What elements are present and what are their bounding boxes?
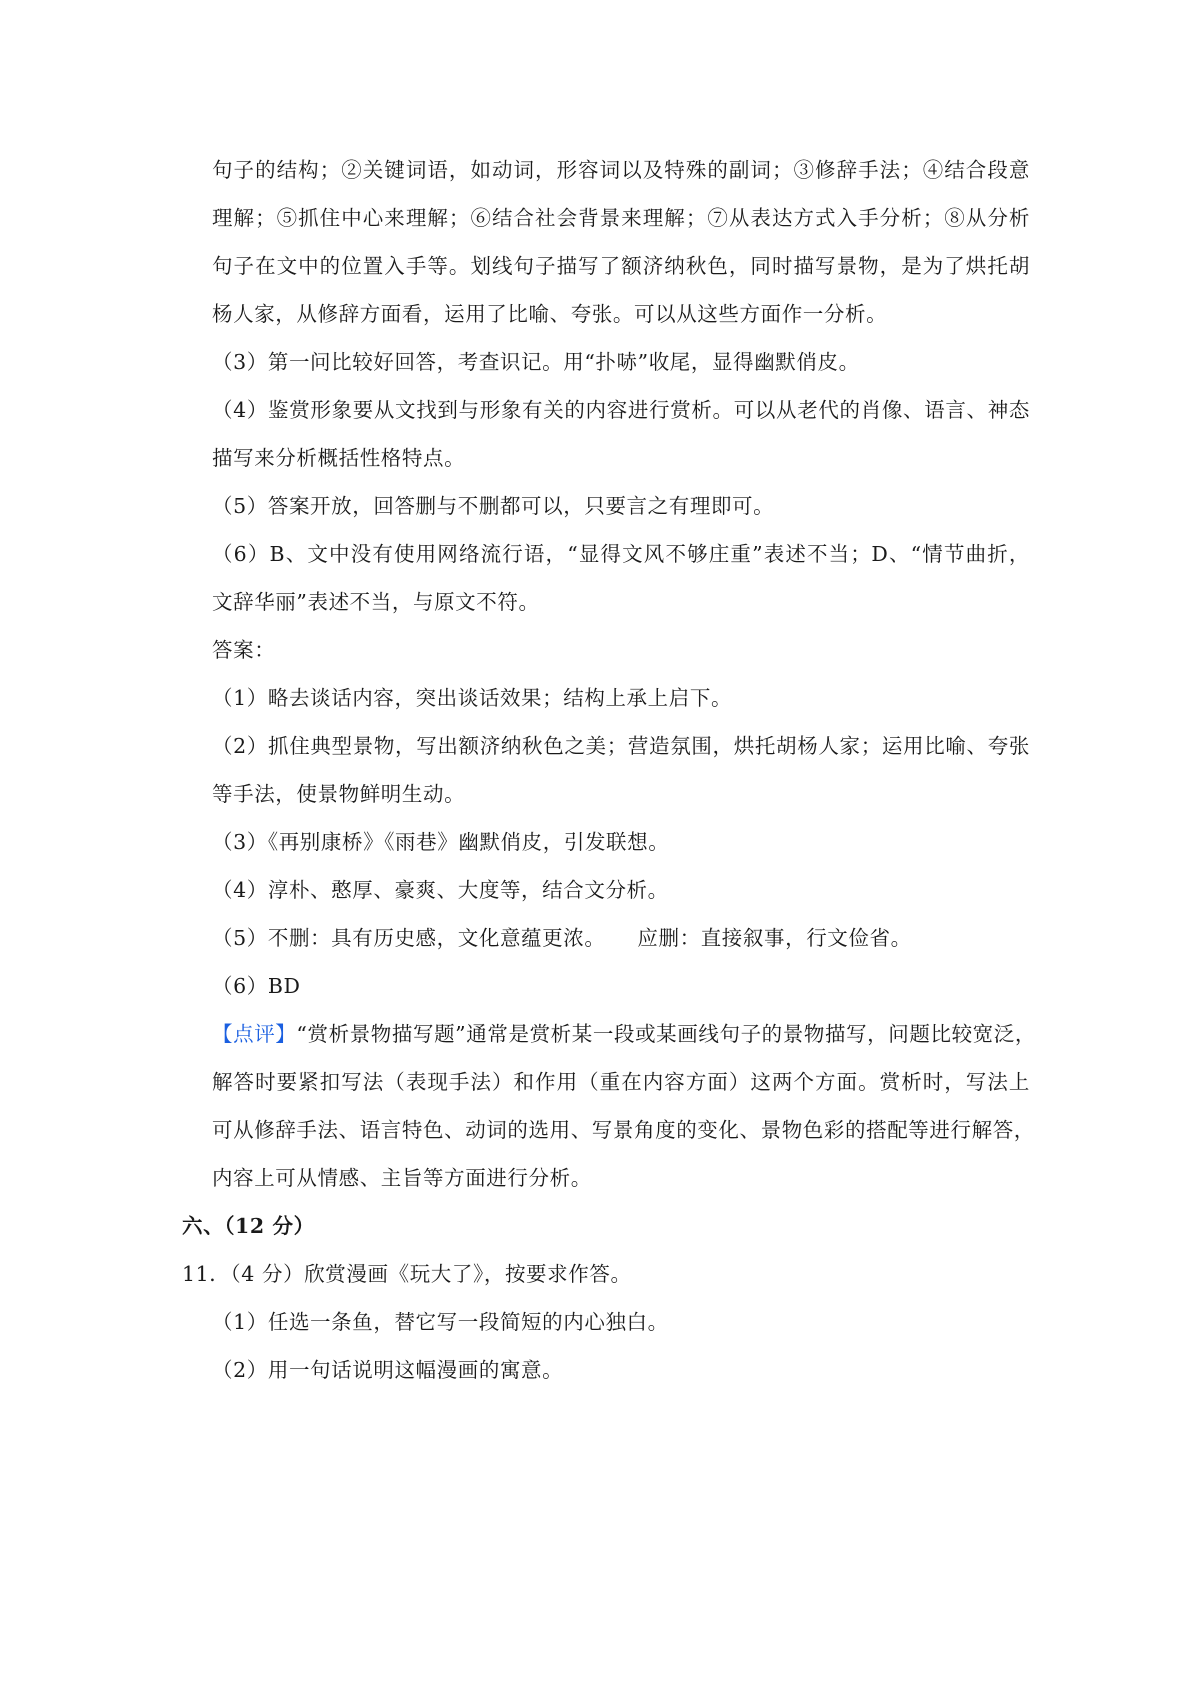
analysis-q4-line-2: 描写来分析概括性格特点。 <box>212 446 466 470</box>
analysis-intro-line-4: 杨人家，从修辞方面看，运用了比喻、夸张。可以从这些方面作一分析。 <box>212 302 888 326</box>
answer-2-line-1: （2）抓住典型景物，写出额济纳秋色之美；营造氛围，烘托胡杨人家；运用比喻、夸张 <box>212 734 1030 758</box>
analysis-q4-line-1: （4）鉴赏形象要从文找到与形象有关的内容进行赏析。可以从老代的肖像、语言、神态 <box>212 398 1030 422</box>
analysis-q6-line-2: 文辞华丽”表述不当，与原文不符。 <box>212 590 540 614</box>
answer-label: 答案： <box>212 638 276 662</box>
analysis-q6-line-1: （6）B、文中没有使用网络流行语，“显得文风不够庄重”表述不当；D、“情节曲折， <box>212 542 1030 566</box>
question-11-part-1: （1）任选一条鱼，替它写一段简短的内心独白。 <box>212 1310 669 1334</box>
answer-3: （3）《再别康桥》《雨巷》幽默俏皮，引发联想。 <box>212 830 670 854</box>
comment-line-1 <box>212 1019 1036 1049</box>
question-11-stem: 11．（4 分）欣赏漫画《玩大了》，按要求作答。 <box>182 1262 632 1286</box>
comment-line-4: 内容上可从情感、主旨等方面进行分析。 <box>212 1166 592 1190</box>
answer-2-line-2: 等手法，使景物鲜明生动。 <box>212 782 466 806</box>
comment-line-3: 可从修辞手法、语言特色、动词的选用、写景角度的变化、景物色彩的搭配等进行解答， <box>212 1118 1035 1142</box>
comment-first-line-text: “赏析景物描写题”通常是赏析某一段或某画线句子的景物描写，问题比较宽泛， <box>296 1022 1036 1046</box>
comment-line-2: 解答时要紧扣写法（表现手法）和作用（重在内容方面）这两个方面。赏析时，写法上 <box>212 1070 1030 1094</box>
comment-tag: 【点评】 <box>212 1022 297 1046</box>
section-heading: 六、（12 分） <box>182 1214 315 1238</box>
question-11-part-2: （2）用一句话说明这幅漫画的寓意。 <box>212 1358 564 1382</box>
answer-1: （1）略去谈话内容，突出谈话效果；结构上承上启下。 <box>212 686 733 710</box>
analysis-intro-line-1: 句子的结构；②关键词语，如动词，形容词以及特殊的副词；③修辞手法；④结合段意 <box>212 158 1030 182</box>
answer-6: （6）BD <box>212 974 301 998</box>
analysis-intro-line-3: 句子在文中的位置入手等。划线句子描写了额济纳秋色，同时描写景物，是为了烘托胡 <box>212 254 1030 278</box>
answer-4: （4）淳朴、憨厚、豪爽、大度等，结合文分析。 <box>212 878 669 902</box>
answer-5: （5）不删：具有历史感，文化意蕴更浓。 应删：直接叙事，行文俭省。 <box>212 926 912 950</box>
analysis-q5: （5）答案开放，回答删与不删都可以，只要言之有理即可。 <box>212 494 775 518</box>
analysis-intro-line-2: 理解；⑤抓住中心来理解；⑥结合社会背景来理解；⑦从表达方式入手分析；⑧从分析 <box>212 206 1030 230</box>
analysis-q3: （3）第一问比较好回答，考查识记。用“扑哧”收尾，显得幽默俏皮。 <box>212 350 860 374</box>
